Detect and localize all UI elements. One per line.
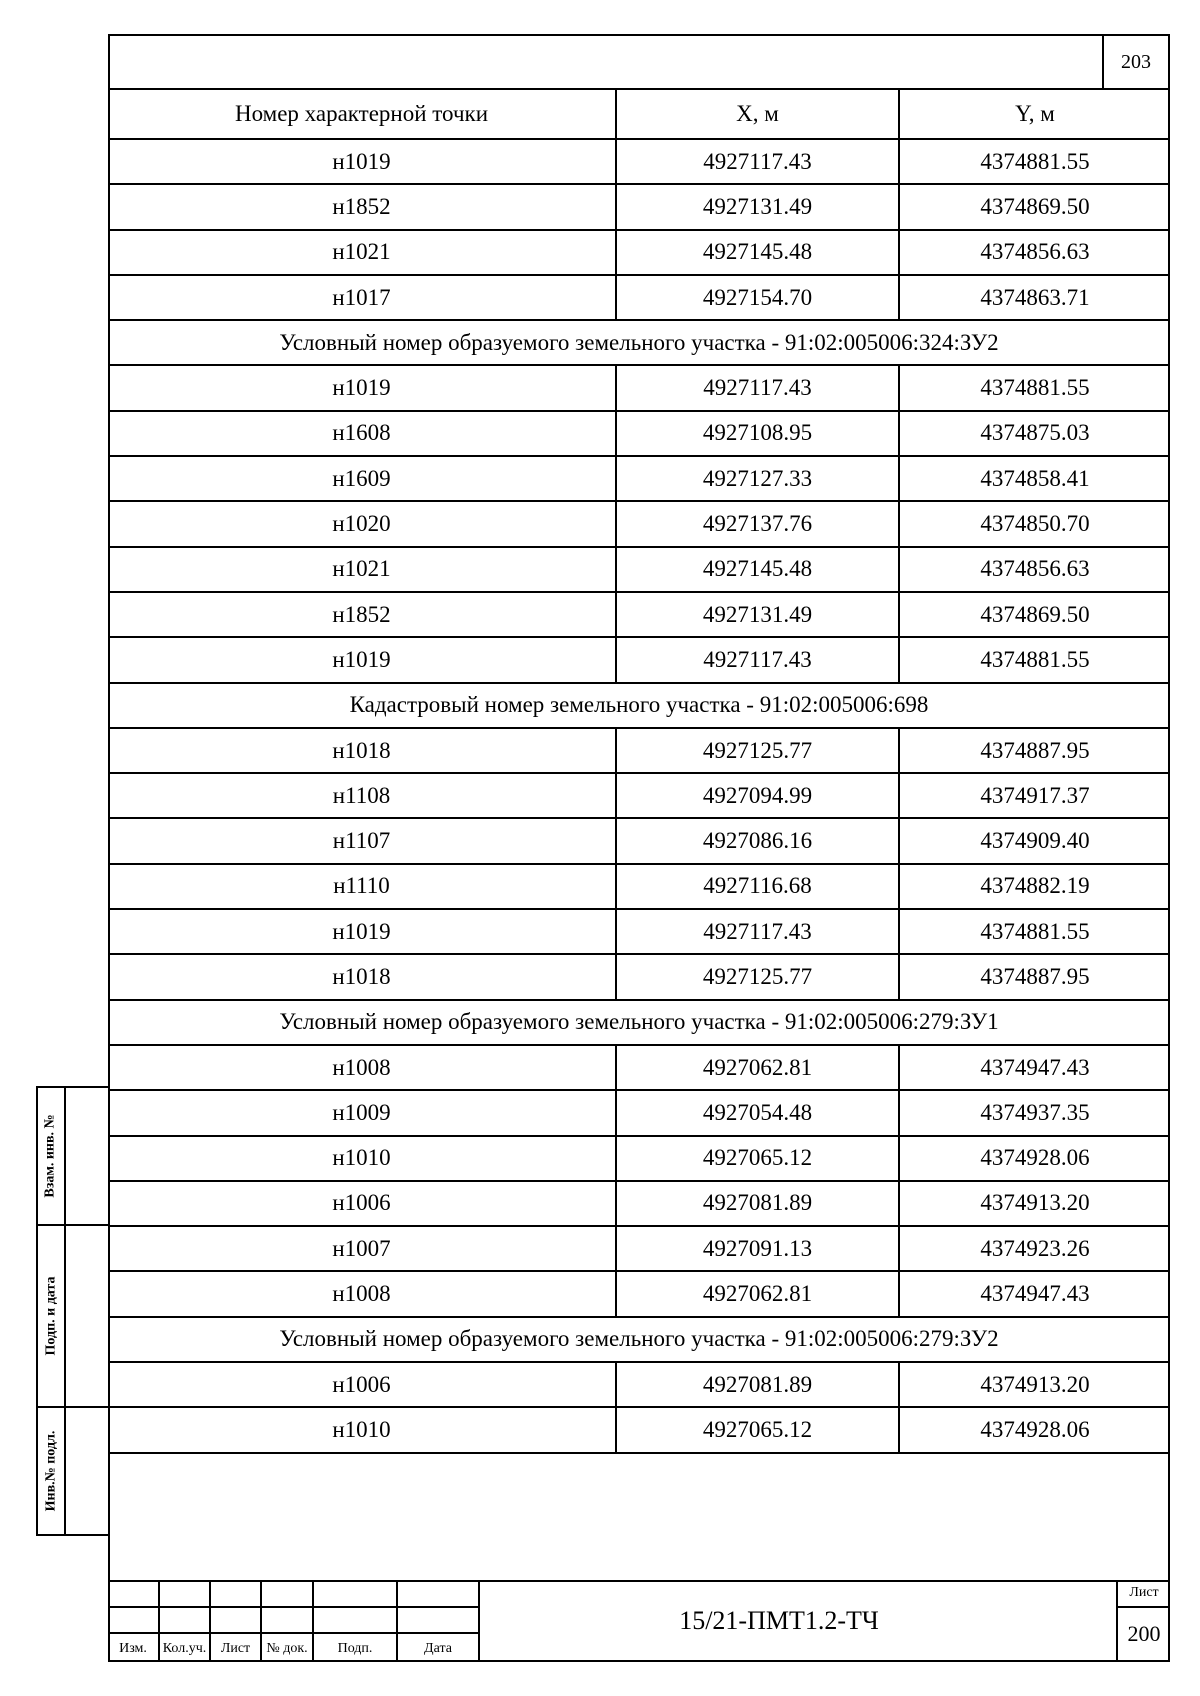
- point-cell: н1110: [108, 864, 616, 909]
- coordinates-table: [108, 88, 1170, 1454]
- header-y: Y, м: [899, 89, 1170, 139]
- table-body: [108, 139, 1170, 1453]
- table-row: [108, 230, 1170, 275]
- x-cell: 4927131.49: [616, 184, 899, 229]
- point-cell: н1018: [108, 954, 616, 999]
- y-cell: 4374928.06: [899, 1136, 1170, 1181]
- section-title: Условный номер образуемого земельного участка - 91:02:005006:324:ЗУ2: [108, 320, 1170, 365]
- y-cell: 4374863.71: [899, 275, 1170, 320]
- point-cell: н1852: [108, 592, 616, 637]
- stamp-inv-label: Инв.№ подл.: [43, 1430, 58, 1512]
- y-cell: 4374881.55: [899, 365, 1170, 410]
- table-row: [108, 728, 1170, 773]
- table-row: [108, 1136, 1170, 1181]
- section-row: [108, 683, 1170, 728]
- stamp-inv: [36, 1406, 108, 1536]
- x-cell: 4927094.99: [616, 773, 899, 818]
- table-row: [108, 1045, 1170, 1090]
- point-cell: н1010: [108, 1407, 616, 1452]
- x-cell: 4927117.43: [616, 909, 899, 954]
- y-cell: 4374947.43: [899, 1045, 1170, 1090]
- section-row: [108, 1000, 1170, 1045]
- x-cell: 4927065.12: [616, 1136, 899, 1181]
- x-cell: 4927081.89: [616, 1362, 899, 1407]
- section-row: [108, 320, 1170, 365]
- point-cell: н1019: [108, 139, 616, 184]
- y-cell: 4374887.95: [899, 728, 1170, 773]
- point-cell: н1009: [108, 1090, 616, 1135]
- table-row: [108, 501, 1170, 546]
- x-cell: 4927081.89: [616, 1181, 899, 1226]
- x-cell: 4927127.33: [616, 456, 899, 501]
- point-cell: н1108: [108, 773, 616, 818]
- y-cell: 4374856.63: [899, 230, 1170, 275]
- y-cell: 4374913.20: [899, 1181, 1170, 1226]
- y-cell: 4374881.55: [899, 139, 1170, 184]
- point-cell: н1020: [108, 501, 616, 546]
- table-row: [108, 954, 1170, 999]
- table-row: [108, 184, 1170, 229]
- point-cell: н1018: [108, 728, 616, 773]
- y-cell: 4374858.41: [899, 456, 1170, 501]
- x-cell: 4927154.70: [616, 275, 899, 320]
- x-cell: 4927125.77: [616, 728, 899, 773]
- x-cell: 4927062.81: [616, 1045, 899, 1090]
- top-page-number: 203: [1102, 34, 1170, 90]
- section-title: Условный номер образуемого земельного участка - 91:02:005006:279:ЗУ1: [108, 1000, 1170, 1045]
- x-cell: 4927086.16: [616, 818, 899, 863]
- y-cell: 4374856.63: [899, 547, 1170, 592]
- x-cell: 4927117.43: [616, 637, 899, 682]
- y-cell: 4374937.35: [899, 1090, 1170, 1135]
- table-row: [108, 864, 1170, 909]
- y-cell: 4374882.19: [899, 864, 1170, 909]
- x-cell: 4927116.68: [616, 864, 899, 909]
- section-title: Условный номер образуемого земельного участка - 91:02:005006:279:ЗУ2: [108, 1317, 1170, 1362]
- stamp-podp: [36, 1224, 108, 1408]
- point-cell: н1107: [108, 818, 616, 863]
- point-cell: н1006: [108, 1181, 616, 1226]
- x-cell: 4927145.48: [616, 547, 899, 592]
- table-row: [108, 818, 1170, 863]
- point-cell: н1608: [108, 411, 616, 456]
- point-cell: н1019: [108, 365, 616, 410]
- point-cell: н1852: [108, 184, 616, 229]
- y-cell: 4374881.55: [899, 637, 1170, 682]
- y-cell: 4374875.03: [899, 411, 1170, 456]
- point-cell: н1609: [108, 456, 616, 501]
- table-row: [108, 275, 1170, 320]
- table-row: [108, 547, 1170, 592]
- header-x: X, м: [616, 89, 899, 139]
- header-point: Номер характерной точки: [108, 89, 616, 139]
- point-cell: н1010: [108, 1136, 616, 1181]
- col-kol-uch: Кол.уч.: [162, 1641, 207, 1656]
- point-cell: н1006: [108, 1362, 616, 1407]
- col-doc: № док.: [266, 1641, 308, 1656]
- table-row: [108, 365, 1170, 410]
- table-row: [108, 592, 1170, 637]
- point-cell: н1017: [108, 275, 616, 320]
- table-row: [108, 1362, 1170, 1407]
- y-cell: 4374869.50: [899, 184, 1170, 229]
- y-cell: 4374887.95: [899, 954, 1170, 999]
- x-cell: 4927131.49: [616, 592, 899, 637]
- point-cell: н1008: [108, 1271, 616, 1316]
- table-row: [108, 637, 1170, 682]
- table-row: [108, 909, 1170, 954]
- y-cell: 4374923.26: [899, 1226, 1170, 1271]
- y-cell: 4374917.37: [899, 773, 1170, 818]
- y-cell: 4374928.06: [899, 1407, 1170, 1452]
- x-cell: 4927065.12: [616, 1407, 899, 1452]
- point-cell: н1019: [108, 909, 616, 954]
- x-cell: 4927137.76: [616, 501, 899, 546]
- table-row: [108, 1407, 1170, 1452]
- x-cell: 4927108.95: [616, 411, 899, 456]
- x-cell: 4927117.43: [616, 365, 899, 410]
- document-code: 15/21-ПМТ1.2-ТЧ: [679, 1606, 879, 1635]
- table-row: [108, 773, 1170, 818]
- y-cell: 4374869.50: [899, 592, 1170, 637]
- point-cell: н1019: [108, 637, 616, 682]
- y-cell: 4374881.55: [899, 909, 1170, 954]
- x-cell: 4927145.48: [616, 230, 899, 275]
- x-cell: 4927117.43: [616, 139, 899, 184]
- table-row: [108, 456, 1170, 501]
- table-row: [108, 139, 1170, 184]
- col-podp: Подп.: [337, 1641, 373, 1656]
- y-cell: 4374850.70: [899, 501, 1170, 546]
- point-cell: н1021: [108, 547, 616, 592]
- table-row: [108, 1090, 1170, 1135]
- x-cell: 4927054.48: [616, 1090, 899, 1135]
- sheet-label: Лист: [1129, 1585, 1159, 1600]
- y-cell: 4374947.43: [899, 1271, 1170, 1316]
- section-row: [108, 1317, 1170, 1362]
- table-row: [108, 1181, 1170, 1226]
- x-cell: 4927091.13: [616, 1226, 899, 1271]
- col-data: Дата: [424, 1641, 452, 1656]
- stamp-vzam: [36, 1086, 108, 1226]
- x-cell: 4927125.77: [616, 954, 899, 999]
- point-cell: н1021: [108, 230, 616, 275]
- stamp-podp-label: Подп. и дата: [43, 1276, 58, 1356]
- point-cell: н1007: [108, 1226, 616, 1271]
- title-block: [108, 1580, 1170, 1662]
- col-list: Лист: [220, 1641, 251, 1656]
- table-header-row: [108, 89, 1170, 139]
- col-izm: Изм.: [119, 1641, 147, 1656]
- table-row: [108, 1226, 1170, 1271]
- stamp-vzam-label: Взам. инв. №: [43, 1114, 59, 1198]
- y-cell: 4374913.20: [899, 1362, 1170, 1407]
- point-cell: н1008: [108, 1045, 616, 1090]
- section-title: Кадастровый номер земельного участка - 91:02:005006:698: [108, 683, 1170, 728]
- x-cell: 4927062.81: [616, 1271, 899, 1316]
- table-row: [108, 411, 1170, 456]
- sheet-number: 200: [1127, 1621, 1161, 1646]
- table-row: [108, 1271, 1170, 1316]
- y-cell: 4374909.40: [899, 818, 1170, 863]
